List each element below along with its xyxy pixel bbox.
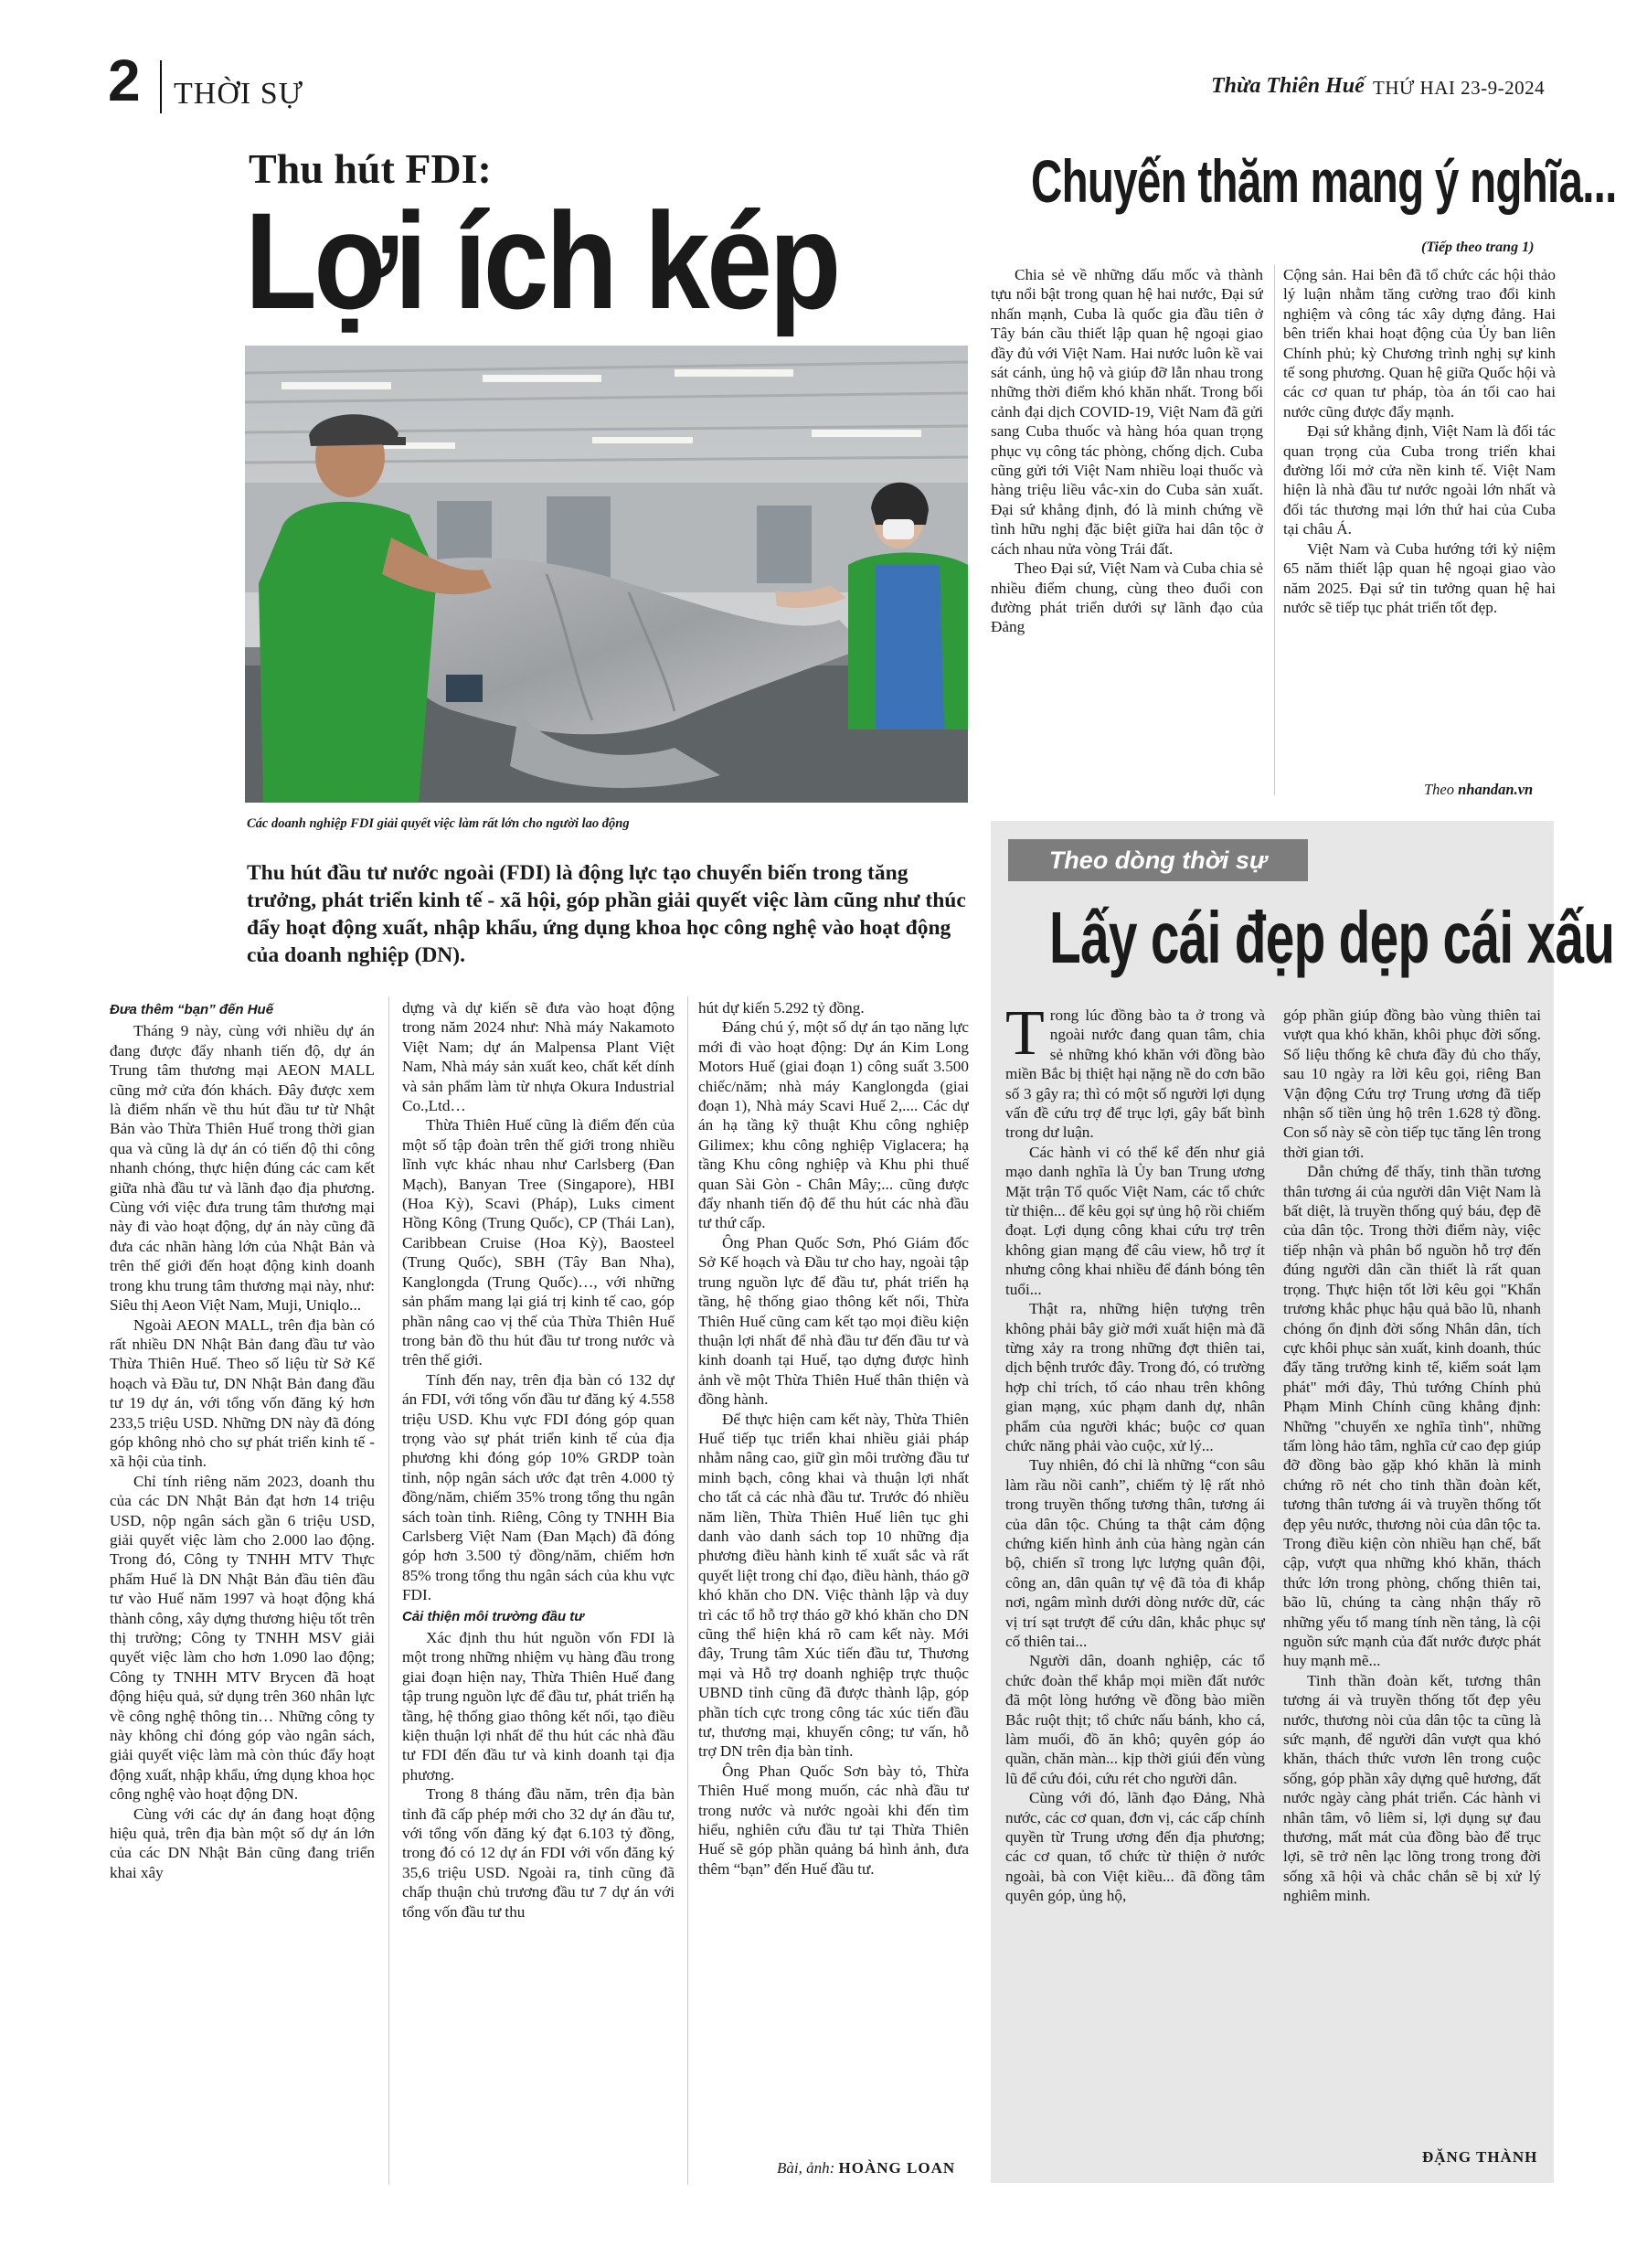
byline-author: HOÀNG LOAN xyxy=(838,2159,956,2177)
fdi-subhead-2: Cải thiện môi trường đầu tư xyxy=(402,1608,584,1624)
drop-cap: T xyxy=(1005,1006,1045,1069)
fdi-paragraph: Chỉ tính riêng năm 2023, doanh thu của các DN Nhật Bản đạt hơn 14 triệu USD, nộp ngân sách gần 6 triệu USD, giải quyết việc làm cho 2.000 lao động. Trong đó, Công ty TNHH MTV Thực phẩm Huế là DN Nhật Bản đầu tiên đầu tư vào Huế năm 1997 và hoạt động khá thành công, xây dựng thương hiệu tốt trên thị trường; Công ty TNHH MSV giải quyết việc làm cho hơn 1.090 lao động; Công ty TNHH MTV Brycen đã hoạt động hiệu quả, sử dụng trên 360 nhân lực về công nghệ thông tin… Những công ty này không chỉ đóng góp vào ngân sách, giải quyết việc làm mà còn thúc đẩy hoạt động xuất, nhập khẩu, ứng dụng khoa học công nghệ vào hoạt động DN. xyxy=(110,1472,375,1804)
cuba-source xyxy=(1424,781,1533,799)
cuba-paragraph: Việt Nam và Cuba hướng tới kỷ niệm 65 năm thiết lập quan hệ ngoại giao vào năm 2025. Đại sứ tin tưởng quan hệ hai nước sẽ tiếp tục phát triển tốt đẹp. xyxy=(1283,539,1556,616)
fdi-paragraph: Trong 8 tháng đầu năm, trên địa bàn tỉnh đã cấp phép mới cho 32 dự án đầu tư, với tổng vốn đăng ký đạt 6.103 tỷ đồng, trong đó có 12 dự án FDI với vốn đăng ký 35,6 triệu USD. Ngoài ra, tỉnh cũng đã chấp thuận chủ trương đầu tư 7 dự án với tổng vốn đầu tư thu xyxy=(402,1785,675,1921)
fdi-paragraph: Ông Phan Quốc Sơn, Phó Giám đốc Sở Kế hoạch và Đầu tư cho hay, ngoài tập trung nguồn lực để đầu tư, phát triển hạ tầng, hệ thống giao thông kết nối, Thừa Thiên Huế cũng cam kết tạo mọi điều kiện thuận lợi nhất để nhà đầu tư đến đầu tư và kinh doanh tại Huế, tạo dựng được hình ảnh về một Thừa Thiên Huế thân thiện và đồng hành. xyxy=(698,1233,969,1409)
column-rule xyxy=(687,996,688,2185)
fdi-kicker: Thu hút FDI: xyxy=(249,145,492,192)
fdi-paragraph: Ngoài AEON MALL, trên địa bàn có rất nhiều DN Nhật Bản đang đầu tư vào Thừa Thiên Huế. Theo số liệu từ Sở Kế hoạch và Đầu tư, DN Nhật Bản đang đầu tư 19 dự án, với tổng vốn đăng ký hơn 233,5 triệu USD. Những DN này đã đóng góp không nhỏ cho sự phát triển kinh tế - xã hội của tỉnh. xyxy=(110,1315,375,1471)
byline-prefix: Bài, ảnh: xyxy=(777,2159,835,2177)
fdi-paragraph: Cùng với các dự án đang hoạt động hiệu quả, trên địa bàn một số dự án lớn của các DN Nhật Bản cũng đang triển khai xây xyxy=(110,1805,375,1881)
cuba-paragraph: Đại sứ khẳng định, Việt Nam là đối tác quan trọng của Cuba trong triển khai đường lối mở cửa nền kinh tế. Việt Nam hiện là nhà đầu tư nước ngoài lớn nhất và đối tác thương mại lớn thứ hai của Cuba tại châu Á. xyxy=(1283,422,1556,538)
page-number: 2 xyxy=(108,48,141,113)
fdi-paragraph: Để thực hiện cam kết này, Thừa Thiên Huế tiếp tục triển khai nhiều giải pháp nhằm nâng cao, giữ gìn môi trường đầu tư minh bạch, công khai và thuận lợi nhất cho tất cả các nhà đầu tư. Trước đó nhiều năm liền, Thừa Thiên Huế liên tục ghi danh vào danh sách top 10 những địa phương điều hành kinh tế xuất sắc và rất quyết liệt trong chỉ đạo, điều hành, tháo gỡ khó khăn cho DN. Việc thành lập và duy trì các tổ hỗ trợ tháo gỡ khó khăn cho DN cũng thể hiện khá rõ cam kết này. Mới đây, Trung tâm Xúc tiến đầu tư, Thương mại và Hỗ trợ doanh nghiệp trực thuộc UBND tỉnh cũng đã được thành lập, góp phần tích cực trong công tác xúc tiến đầu tư, thương mại, khuyến công; tư vấn, hỗ trợ DN trên địa bàn tỉnh. xyxy=(698,1410,969,1761)
cuba-column-1 xyxy=(991,265,1263,795)
fdi-paragraph: Ông Phan Quốc Sơn bày tỏ, Thừa Thiên Huế mong muốn, các nhà đầu tư trong nước và nước ngoài khi đến tìm hiểu, nghiên cứu đầu tư tại Thừa Thiên Huế sẽ góp phần quảng bá hình ảnh, đưa thêm “bạn” đến Huế đầu tư. xyxy=(698,1762,969,1878)
source-name: nhandan.vn xyxy=(1458,781,1534,798)
factory-workers-photo xyxy=(245,346,968,803)
commentary-author: ĐẶNG THÀNH xyxy=(1422,2148,1538,2166)
fdi-byline xyxy=(777,2159,955,2177)
fdi-paragraph: Đáng chú ý, một số dự án tạo năng lực mới đi vào hoạt động: Dự án Kim Long Motors Huế (giai đoạn 1) công suất 3.500 chiếc/năm; nhà máy Kanglongda (giai đoạn 1), Nhà máy Scavi Huế 2,.... Các dự án hạ tầng kỹ thuật Khu công nghiệp Gilimex; khu công nghiệp Viglacera; hạ tầng Khu công nghiệp và Khu phi thuế quan Sài Gòn - Chân Mây;... cũng được đẩy nhanh tiến độ để thu hút các nhà đầu tư thứ cấp. xyxy=(698,1018,969,1232)
fdi-paragraph: Tính đến nay, trên địa bàn có 132 dự án FDI, với tổng vốn đầu tư đăng ký 4.558 triệu USD. Khu vực FDI đóng góp quan trọng vào sự phát triển kinh tế của địa phương khi đóng góp 10% GRDP toàn tỉnh, nộp ngân sách ước đạt trên 4.000 tỷ đồng/năm, chiếm 35% trong tổng thu ngân sách toàn tỉnh. Riêng, Công ty TNHH Bia Carlsberg Việt Nam (Đan Mạch) đã đóng góp hơn 3.500 tỷ đồng/năm, chiếm hơn 85% trong tổng thu ngân sách của khu vực FDI. xyxy=(402,1370,675,1604)
cuba-paragraph: Chia sẻ về những dấu mốc và thành tựu nổi bật trong quan hệ hai nước, Đại sứ nhấn mạnh, Cuba là quốc gia đầu tiên ở Tây bán cầu thiết lập quan hệ ngoại giao đầy đủ với Việt Nam. Hai nước luôn kề vai sát cánh, ủng hộ và giúp đỡ lẫn nhau trong những thời điểm khó khăn nhất. Trong bối cảnh đại dịch COVID-19, Việt Nam đã gửi sang Cuba thuốc và hàng hóa quan trọng phục vụ công tác phòng, chống dịch. Cuba cũng gửi tới Việt Nam nhiều loại thuốc và hàng triệu liều vắc-xin do Cuba sản xuất. Đại sứ khẳng định, đó là minh chứng về tình hữu nghị đặc biệt giữa hai dân tộc ở cách nhau nửa vòng Trái đất. xyxy=(991,266,1263,558)
fdi-headline: Lợi ích kép xyxy=(245,184,838,337)
section-name: THỜI SỰ xyxy=(174,77,303,111)
continued-note: (Tiếp theo trang 1) xyxy=(1421,240,1535,255)
column-rule xyxy=(388,996,389,2185)
header-divider xyxy=(160,60,162,113)
fdi-column-2 xyxy=(402,998,675,2187)
commentary-column-1 xyxy=(1005,1006,1265,2148)
newspaper-brand: Thừa Thiên Huế xyxy=(1211,74,1365,98)
commentary-column-2 xyxy=(1283,1006,1541,2135)
cuba-paragraph: Theo Đại sứ, Việt Nam và Cuba chia sẻ nhiều điểm chung, cùng theo đuổi con đường phát triển dưới sự lãnh đạo của Đảng xyxy=(991,559,1263,636)
commentary-paragraph-text: rong lúc đồng bào ta ở trong và ngoài nước đang quan tâm, chia sẻ những khó khăn với đồng bào miền Bắc bị thiệt hại nặng nề do cơn bão số 3 gây ra; thì có một số người lợi dụng vấn đề cứu trợ để trục lợi, gây bất bình trong dư luận. xyxy=(1005,1006,1265,1142)
cuba-column-2 xyxy=(1283,265,1556,777)
commentary-paragraph: Tuy nhiên, đó chỉ là những “con sâu làm rầu nồi canh”, chiếm tỷ lệ rất nhỏ trong truyền thống tương thân, tương ái của dân tộc. Chúng ta thật cảm động chứng kiến hình ảnh của hàng ngàn cán bộ, chiến sĩ trong lực lượng quân đội, công an, dân quân tự vệ đã tỏa đi khắp nơi, ngâm mình dưới dòng nước dữ, các vị trí sạt trượt để cứu dân, khắc phục sự cố thiên tai... xyxy=(1005,1456,1265,1650)
fdi-column-3 xyxy=(698,998,969,2152)
commentary-paragraph xyxy=(1005,1006,1265,1143)
commentary-label: Theo dòng thời sự xyxy=(1008,839,1308,881)
fdi-lead: Thu hút đầu tư nước ngoài (FDI) là động lực tạo chuyển biến trong tăng trưởng, phát triển kinh tế - xã hội, góp phần giải quyết việc làm cũng như thúc đẩy hoạt động xuất, nhập khẩu, ứng dụng khoa học công nghệ vào hoạt động của doanh nghiệp (DN). xyxy=(247,861,966,967)
cuba-paragraph: Cộng sản. Hai bên đã tổ chức các hội thảo lý luận nhằm tăng cường trao đổi kinh nghiệm và công tác xây dựng đảng. Hai bên triển khai hoạt động của Ủy ban liên Chính phủ; kỳ Chương trình nghị sự kinh tế song phương. Quan hệ giữa Quốc hội và các cơ quan tư pháp, tòa án tối cao hai nước cũng được đẩy mạnh. xyxy=(1283,266,1556,421)
fdi-paragraph: Tháng 9 này, cùng với nhiều dự án đang được đẩy nhanh tiến độ, dự án Trung tâm thương mại AEON MALL cũng mở cửa đón khách. Đây được xem là điểm nhấn về thu hút đầu tư từ Nhật Bản vào Thừa Thiên Huế trong thời gian qua và cũng là dự án có tiến độ thi công nhanh chóng, thực hiện đúng các cam kết giữa nhà đầu tư và lãnh đạo địa phương. Cùng với việc đưa trung tâm thương mại này đi vào hoạt động, dự án này cũng đã đưa các nhãn hàng lớn của Nhật Bản và trên thế giới đến hoạt động kinh doanh trong khu trung tâm thương mại này, như: Siêu thị Aeon Việt Nam, Muji, Uniqlo... xyxy=(110,1022,375,1315)
fdi-paragraph: Xác định thu hút nguồn vốn FDI là một trong những nhiệm vụ hàng đầu trong giai đoạn hiện nay, Thừa Thiên Huế đang tập trung nguồn lực để đầu tư, phát triển hạ tầng, hệ thống giao thông kết nối, tạo điều kiện thuận lợi nhất để thu hút các nhà đầu tư FDI đến đầu tư và kinh doanh tại địa phương. xyxy=(402,1629,675,1784)
commentary-paragraph: góp phần giúp đồng bào vùng thiên tai vượt qua khó khăn, khôi phục đời sống. Số liệu thống kê chưa đầy đủ cho thấy, sau 10 ngày ra lời kêu gọi, riêng Ban Vận động Cứu trợ Trung ương đã tiếp nhận số tiền ủng hộ trên 1.628 tỷ đồng. Con số này sẽ còn tiếp tục tăng lên trong thời gian tới. xyxy=(1283,1006,1541,1161)
fdi-paragraph: dựng và dự kiến sẽ đưa vào hoạt động trong năm 2024 như: Nhà máy Nakamoto Việt Nam; dự án Malpensa Plant Việt Nam, Nhà máy sản xuất keo, chất kết dính và sản phẩm làm từ nhựa Okura Industrial Co.,Ltd… xyxy=(402,999,675,1115)
commentary-paragraph: Thật ra, những hiện tượng trên không phải bây giờ mới xuất hiện mà đã từng xảy ra trong những đợt thiên tai, dịch bệnh trước đây. Trong đó, có trường hợp chỉ trích, tố cáo nhau trên không gian mạng, xúc phạm danh dự, nhân phẩm của người khác; buộc cơ quan chức năng phải vào cuộc, xử lý... xyxy=(1005,1300,1265,1454)
photo-illustration-icon xyxy=(245,346,968,803)
commentary-paragraph: Người dân, doanh nghiệp, các tổ chức đoàn thể khắp mọi miền đất nước đã một lòng hướng về đồng bào miền Bắc ruột thịt; tổ chức nấu bánh, kho cá, làm muối, đồ ăn khô; quyên góp áo quần, chăn màn... kịp thời giúi đến vùng lũ để cứu đói, cứu rét cho người dân. xyxy=(1005,1652,1265,1787)
issue-date: THỨ HAI 23-9-2024 xyxy=(1373,77,1546,99)
fdi-column-1 xyxy=(110,998,375,2187)
commentary-paragraph: Cùng với đó, lãnh đạo Đảng, Nhà nước, các cơ quan, đơn vị, các cấp chính quyền từ Trung ương đến địa phương; các cơ quan, tổ chức từ thiện ở nước ngoài, bà con Việt kiều... đã đồng tâm quyên góp, ủng hộ, xyxy=(1005,1789,1265,1905)
fdi-subhead-1: Đưa thêm “bạn” đến Huế xyxy=(110,1002,274,1017)
source-prefix: Theo xyxy=(1424,781,1454,798)
cuba-headline: Chuyến thăm mang ý nghĩa... xyxy=(1031,147,1617,215)
column-rule xyxy=(1274,265,1275,795)
commentary-paragraph: Tinh thần đoàn kết, tương thân tương ái và truyền thống tốt đẹp yêu nước, thương nòi của dân tộc ta cũng là sức mạnh, để người dân vượt qua khó khăn, thách thức vươn lên trong cuộc sống, góp phần xây dựng quê hương, đất nước ngày càng phát triển. Các hành vi nhân tâm, vô liêm sỉ, lợi dụng sự đau thương, mất mát của đồng bào để trục lợi, sẽ trở nên lạc lõng trong trong đời sống xã hội và chắc chắn sẽ bị xử lý nghiêm minh. xyxy=(1283,1671,1541,1905)
photo-caption: Các doanh nghiệp FDI giải quyết việc làm rất lớn cho người lao động xyxy=(247,816,630,831)
fdi-paragraph: hút dự kiến 5.292 tỷ đồng. xyxy=(698,999,865,1017)
commentary-headline: Lấy cái đẹp dẹp cái xấu xyxy=(1049,897,1615,978)
fdi-paragraph: Thừa Thiên Huế cũng là điểm đến của một số tập đoàn trên thế giới trong nhiều lĩnh vực khác nhau như Carlsberg (Đan Mạch), Banyan Tree (Singapore), HBI (Hoa Kỳ), Scavi (Pháp), Luks ciment Hồng Kông (Trung Quốc), CP (Thái Lan), Caribbean Cruise (Hoa Kỳ), Baosteel (Trung Quốc), SBH (Tây Ban Nha), Kanglongda (Trung Quốc)…, với những sản phẩm mang lại giá trị kinh tế cao, góp phần nâng cao vị thế của Thừa Thiên Huế trong bản đồ thu hút đầu tư trong nước và trên thế giới. xyxy=(402,1116,675,1369)
commentary-paragraph: Dẫn chứng để thấy, tinh thần tương thân tương ái của người dân Việt Nam là bất diệt, là truyền thống quý báu, đẹp đẽ của dân tộc. Trong thời điểm này, việc tiếp nhận và phân bổ nguồn hỗ trợ đến đúng người dân cần thiết là rất quan trọng. Thực hiện tốt lời kêu gọi "Khẩn trương khắc phục hậu quả bão lũ, nhanh chóng ổn định đời sống Nhân dân, tích cực khôi phục sản xuất, kinh doanh, thúc đẩy tăng trưởng kinh tế, kiểm soát lạm phát" mới đây, Thủ tướng Chính phủ Phạm Minh Chính cũng khẳng định: Những "chuyến xe nghĩa tình", những tấm lòng hảo tâm, nghĩa cử cao đẹp giúp đỡ đồng bào gặp khó khăn là minh chứng rõ nét cho tinh thần đoàn kết, tương thân tương ái và truyền thống tốt đẹp yêu nước, thương nòi của dân tộc ta. Trong điều kiện còn nhiều hạn chế, bất cập, vượt qua những khó khăn, thách thức lớn trong phòng, chống thiên tai, bão lũ, chúng ta càng nhận thấy rõ những yếu tố mang tính nền tảng, là cội nguồn sức mạnh của đất nước được phát huy mạnh mẽ... xyxy=(1283,1163,1541,1670)
commentary-paragraph: Các hành vi có thể kể đến như giả mạo danh nghĩa là Ủy ban Trung ương Mặt trận Tổ quốc Việt Nam, các tổ chức từ thiện... để kêu gọi sự ủng hộ rồi chiếm đoạt. Lợi dụng công khai cứu trợ trên không gian mạng để câu view, hỗ trợ ít nhưng công khai nhiều để đánh bóng tên tuổi... xyxy=(1005,1143,1265,1298)
